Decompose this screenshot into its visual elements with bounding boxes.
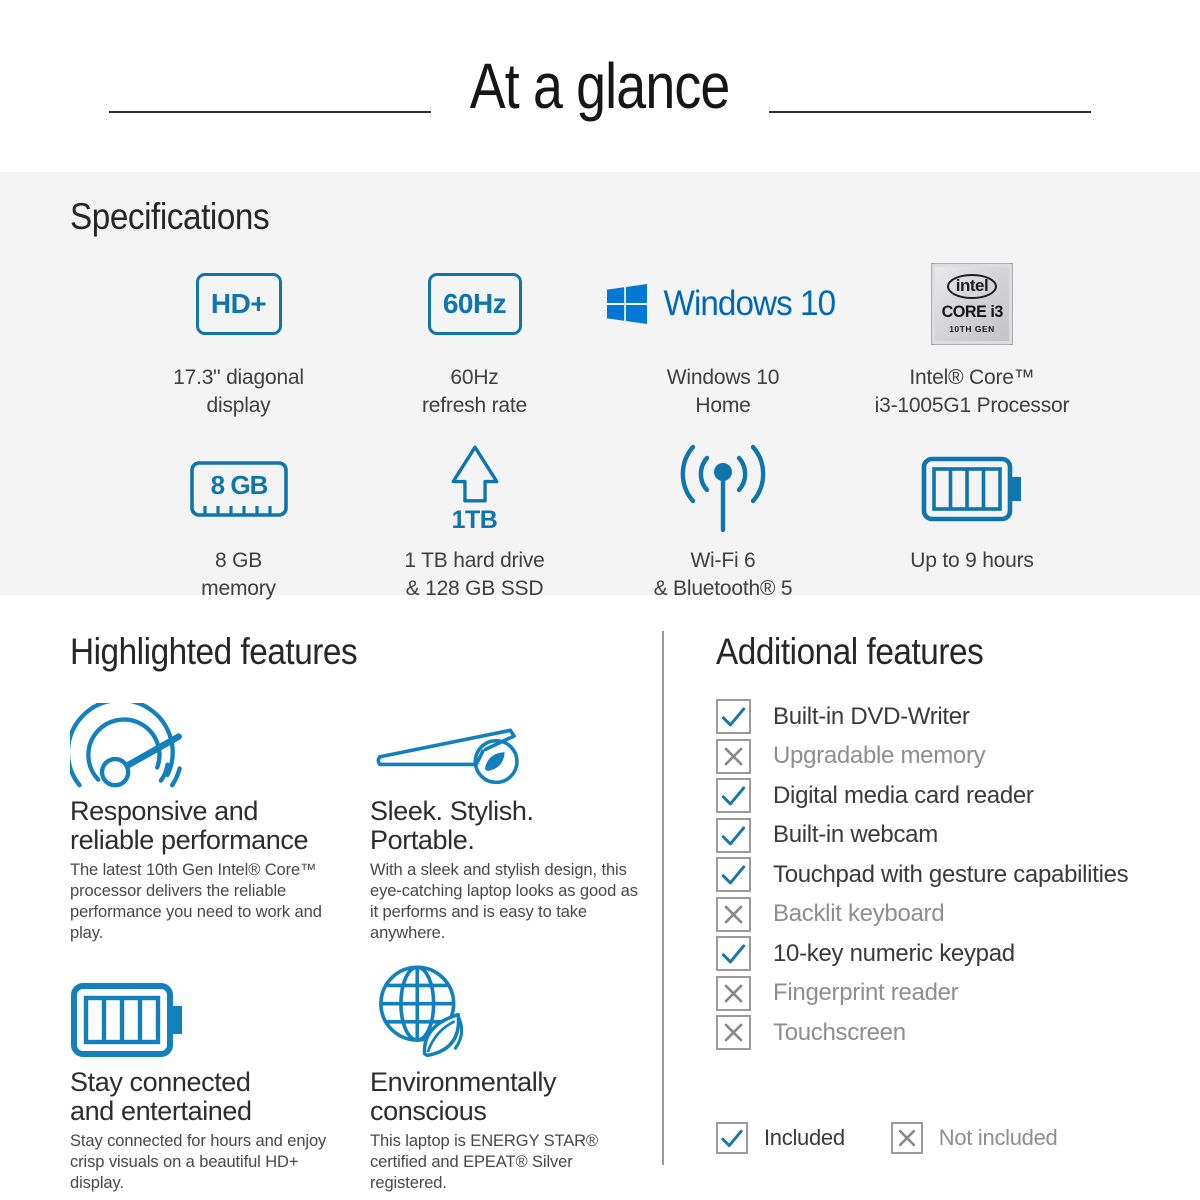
storage-capacity-text: 1TB: [451, 506, 498, 535]
spec-os: [592, 256, 854, 419]
list-item-dvd-writer: [716, 699, 1200, 734]
spec-battery-label-line1: Up to 9 hours: [910, 549, 1034, 573]
spec-battery: [854, 419, 1090, 602]
spec-os-label-line2: Home: [695, 393, 751, 417]
specifications-grid: [120, 256, 1200, 603]
spec-display-label-line2: display: [206, 393, 271, 417]
spec-memory-label-line1: 8 GB: [214, 549, 263, 573]
feature-performance-body: The latest 10th Gen Intel® Core™ processor delivers the reliable performance you need to work and play.: [70, 861, 322, 943]
feature-battery-title: [70, 1068, 252, 1126]
spec-os-label-line1: Windows 10: [666, 366, 780, 389]
specifications-section: [0, 172, 1200, 601]
feature-design-title-line1: Sleek. Stylish.: [370, 796, 534, 826]
spec-refresh-rate: [357, 256, 592, 419]
feature-environment-body: This laptop is ENERGY STAR® certified and EPEAT® Silver registered.: [370, 1132, 599, 1193]
highlighted-features-section: [70, 631, 662, 1193]
specifications-title: Specifications: [70, 196, 270, 237]
spec-storage-label: [404, 547, 544, 602]
highlighted-features-title: Highlighted features: [70, 631, 358, 672]
legend-x-icon: [891, 1122, 923, 1154]
list-item-webcam: [716, 818, 1200, 853]
spec-refresh-label-line1: 60Hz: [450, 366, 499, 389]
header-rule-right: [769, 111, 1091, 113]
spec-storage-label-line2: & 128 GB SSD: [405, 577, 544, 601]
spec-display-label-line1: 17.3" diagonal: [173, 366, 304, 389]
spec-wireless: [592, 419, 854, 602]
display-hd-badge-icon: HD+: [196, 273, 282, 335]
spec-refresh-label: [422, 364, 527, 419]
feature-battery-title-line2: and entertained: [70, 1096, 252, 1127]
memory-module-icon: [189, 460, 289, 518]
intel-core-i3-badge-icon: [931, 263, 1013, 345]
legend-check-icon: [716, 1122, 748, 1154]
checkbox-x-icon: [716, 897, 751, 932]
spec-wireless-label-line2: & Bluetooth® 5: [653, 577, 793, 601]
feature-battery: [70, 974, 370, 1194]
checkbox-checked-icon: [716, 699, 751, 734]
feature-performance: [70, 703, 370, 944]
spec-wireless-label: [654, 547, 793, 602]
list-item-label: 10-key numeric keypad: [773, 939, 1015, 967]
feature-environment-title-line2: conscious: [370, 1096, 487, 1127]
list-item-label: Backlit keyboard: [773, 900, 945, 927]
spec-battery-label: [910, 547, 1033, 575]
checkbox-x-icon: [716, 1015, 751, 1050]
legend-included-label: Included: [764, 1125, 845, 1150]
additional-features-list: [716, 699, 1200, 1050]
legend: [716, 1122, 1200, 1154]
list-item-fingerprint-reader: [716, 976, 1200, 1011]
spec-processor-label: [875, 364, 1070, 419]
feature-performance-title-line2: reliable performance: [70, 825, 309, 856]
list-item-touchpad: [716, 857, 1200, 892]
feature-environment-title-line1: Environmentally: [370, 1067, 557, 1098]
spec-refresh-label-line2: refresh rate: [422, 393, 527, 417]
feature-environment: [370, 974, 662, 1194]
spec-processor: [854, 256, 1090, 419]
speedometer-icon: [70, 703, 192, 789]
feature-design-title-line2: Portable.: [370, 825, 475, 856]
feature-battery-title-line1: Stay connected: [70, 1067, 251, 1098]
header-rule-left: [109, 111, 431, 113]
feature-performance-title: [70, 797, 308, 855]
list-item-backlit-keyboard: [716, 897, 1200, 932]
spec-os-label: [667, 364, 779, 419]
additional-features-title: Additional features: [716, 631, 984, 672]
storage-upgrade-arrow-icon: [442, 443, 508, 505]
header: [0, 0, 1200, 172]
spec-wireless-label-line1: Wi-Fi 6: [690, 549, 756, 573]
list-item-card-reader: [716, 778, 1200, 813]
spec-storage: [357, 419, 592, 602]
checkbox-checked-icon: [716, 936, 751, 971]
feature-environment-title: [370, 1068, 556, 1126]
refresh-rate-badge-icon: 60Hz: [428, 273, 522, 335]
additional-features-section: [662, 631, 1200, 1165]
feature-battery-body: Stay connected for hours and enjoy crisp visuals on a beautiful HD+ display.: [70, 1132, 327, 1193]
feature-performance-title-line1: Responsive and: [70, 796, 259, 826]
checkbox-checked-icon: [716, 778, 751, 813]
battery-icon: [70, 980, 184, 1060]
spec-memory: [120, 419, 357, 602]
list-item-label: Upgradable memory: [773, 742, 986, 769]
spec-processor-label-line1: Intel® Core™: [909, 366, 1035, 389]
list-item-label: Touchscreen: [773, 1018, 906, 1046]
intel-core-text: CORE i3: [941, 302, 1003, 322]
list-item-label: Digital media card reader: [773, 781, 1034, 809]
spec-processor-label-line2: i3-1005G1 Processor: [874, 393, 1070, 417]
spec-memory-label: [201, 547, 276, 602]
list-item-label: Touchpad with gesture capabilities: [773, 860, 1129, 888]
highlighted-features-grid: [70, 703, 662, 1194]
spec-storage-label-line1: 1 TB hard drive: [404, 549, 545, 573]
windows-logotype: Windows 10: [663, 284, 835, 323]
wifi-antenna-icon: [660, 444, 786, 534]
list-item-upgradable-memory: [716, 739, 1200, 774]
list-item-label: Fingerprint reader: [773, 979, 959, 1006]
intel-brand-text: intel: [947, 274, 997, 300]
feature-design: [370, 703, 662, 944]
globe-leaf-icon: [370, 960, 470, 1060]
feature-design-body: With a sleek and stylish design, this eye-catching laptop looks as good as it performs and is easy to take anywhere.: [370, 861, 638, 943]
list-item-label: Built-in webcam: [773, 821, 938, 848]
page-title: At a glance: [470, 50, 730, 122]
memory-chip-text: 8 GB: [210, 470, 267, 501]
list-item-numeric-keypad: [716, 936, 1200, 971]
battery-icon: [921, 454, 1023, 524]
checkbox-x-icon: [716, 976, 751, 1011]
spec-display: [120, 256, 357, 419]
checkbox-checked-icon: [716, 818, 751, 853]
list-item-touchscreen: [716, 1015, 1200, 1050]
intel-gen-text: 10TH GEN: [949, 324, 995, 335]
sleek-laptop-icon: [370, 719, 522, 789]
bottom-section: [0, 595, 1200, 1200]
spec-display-label: [173, 364, 304, 419]
feature-design-title: [370, 797, 534, 855]
windows-logo-icon: [607, 284, 647, 324]
legend-not-included-label: Not included: [938, 1125, 1058, 1150]
checkbox-x-icon: [716, 739, 751, 774]
checkbox-checked-icon: [716, 857, 751, 892]
spec-memory-label-line2: memory: [201, 577, 276, 601]
list-item-label: Built-in DVD-Writer: [773, 702, 970, 730]
